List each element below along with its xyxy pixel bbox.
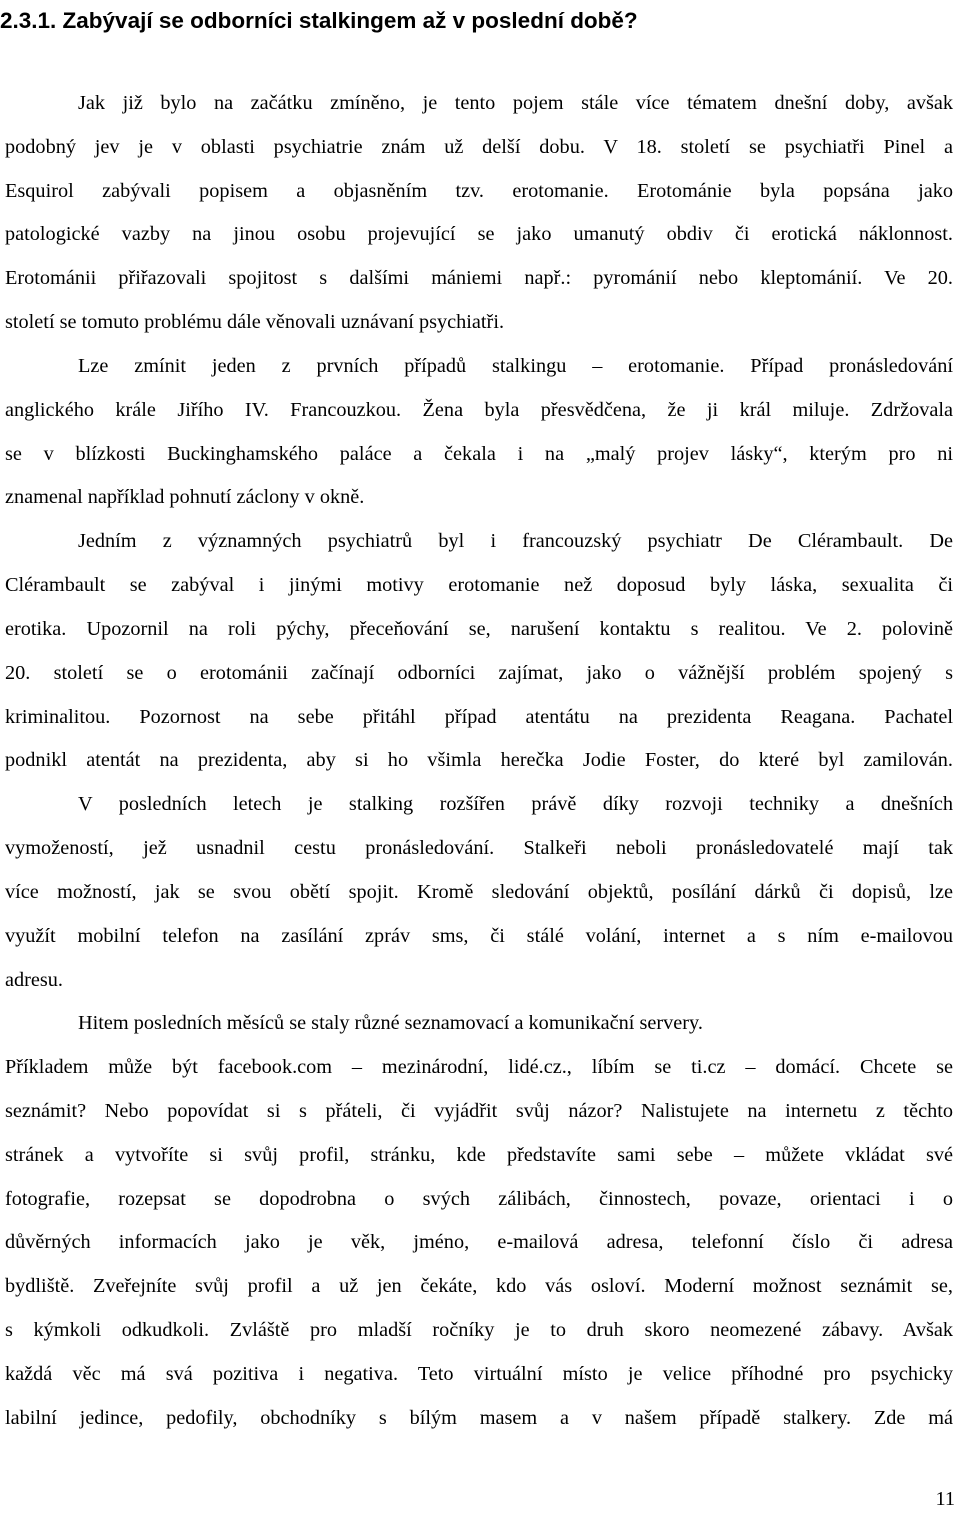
text-line: adresu. [5, 969, 64, 991]
text-line: Jak již bylo na začátku zmíněno, je tento pojem stále více tématem dnešní doby, avšak [78, 92, 953, 114]
text-line: podobný jev je v oblasti psychiatrie znám už delší dobu. V 18. století se psychiatři Pinel a [5, 136, 953, 158]
text-line: Příkladem může být facebook.com – mezinárodní, lidé.cz., líbím se ti.cz – domácí. Chcete se [5, 1056, 953, 1078]
text-line: labilní jedince, pedofily, obchodníky s bílým masem a v našem případě stalkery. Zde má [5, 1407, 953, 1429]
text-line: Jedním z významných psychiatrů byl i francouzský psychiatr De Clérambault. De [78, 530, 953, 552]
text-line: s kýmkoli odkudkoli. Zvláště pro mladší ročníky je to druh skoro neomezené zábavy. Avšak [5, 1319, 953, 1341]
section-heading: 2.3.1. Zabývají se odborníci stalkingem až v poslední době? [0, 8, 638, 33]
text-line: podnikl atentát na prezidenta, aby si ho všimla herečka Jodie Foster, do které byl zamilován. [5, 749, 953, 771]
text-line: znamenal například pohnutí záclony v okně. [5, 486, 365, 508]
text-line: století se tomuto problému dále věnovali uznávaní psychiatři. [5, 311, 505, 333]
text-line: V posledních letech je stalking rozšířen právě díky rozvoji techniky a dnešních [78, 793, 953, 815]
text-line: erotika. Upozornil na roli pýchy, přeceňování se, narušení kontaktu s realitou. Ve 2. polovině [5, 618, 953, 640]
text-line: Esquirol zabývali popisem a objasněním tzv. erotomanie. Erotománie byla popsána jako [5, 180, 953, 202]
text-line: anglického krále Jiřího IV. Francouzkou. Žena byla přesvědčena, že ji král miluje. Zdržovala [5, 399, 953, 421]
text-line: bydliště. Zveřejníte svůj profil a už jen čekáte, kdo vás osloví. Moderní možnost seznámit se, [5, 1275, 953, 1297]
text-line: Hitem posledních měsíců se staly různé seznamovací a komunikační servery. [78, 1012, 703, 1034]
text-line: využít mobilní telefon na zasílání zpráv sms, či stálé volání, internet a s ním e-mailovou [5, 925, 953, 947]
text-line: 20. století se o erotománii začínají odborníci zajímat, jako o vážnější problém spojený s [5, 662, 953, 684]
text-line: každá věc má svá pozitiva i negativa. Teto virtuální místo je velice příhodné pro psychicky [5, 1363, 953, 1385]
text-line: kriminalitou. Pozornost na sebe přitáhl případ atentátu na prezidenta Reagana. Pachatel [5, 706, 953, 728]
text-line: fotografie, rozepsat se dopodrobna o svých zálibách, činnostech, povaze, orientaci i o [5, 1188, 953, 1210]
text-line: Erotománii přiřazovali spojitost s dalšími mániemi např.: pyrománií nebo kleptománií. Ve 20. [5, 267, 953, 289]
page-number: 11 [935, 1488, 955, 1510]
text-line: vymožeností, jež usnadnil cestu pronásledování. Stalkeři neboli pronásledovatelé mají tak [5, 837, 953, 859]
text-line: Clérambault se zabýval i jinými motivy erotomanie než doposud byly láska, sexualita či [5, 574, 953, 596]
text-line: více možností, jak se svou obětí spojit. Kromě sledování objektů, posílání dárků či dopisů, lze [5, 881, 953, 903]
text-line: se v blízkosti Buckinghamského paláce a čekala i na „malý projev lásky“, kterým pro ni [5, 443, 953, 465]
text-line: patologické vazby na jinou osobu projevující se jako umanutý obdiv či erotická náklonnost. [5, 223, 953, 245]
text-line: seznámit? Nebo popovídat si s přáteli, či vyjádřit svůj názor? Nalistujete na internetu z těchto [5, 1100, 953, 1122]
text-line: důvěrných informacích jako je věk, jméno, e-mailová adresa, telefonní číslo či adresa [5, 1231, 953, 1253]
text-line: Lze zmínit jeden z prvních případů stalkingu – erotomanie. Případ pronásledování [78, 355, 953, 377]
text-line: stránek a vytvoříte si svůj profil, stránku, kde představíte sami sebe – můžete vkládat své [5, 1144, 953, 1166]
